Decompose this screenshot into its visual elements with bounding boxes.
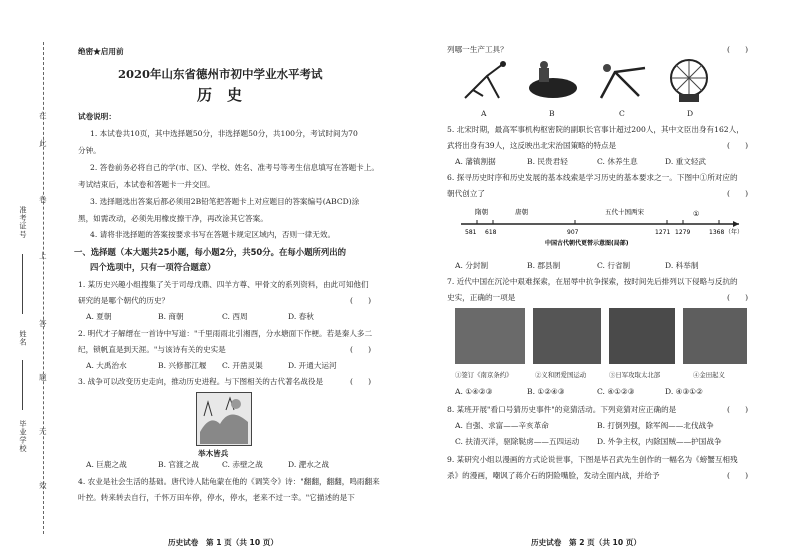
- timeline-label: 隋朝: [475, 208, 488, 216]
- secret-label: 绝密★启用前: [78, 47, 124, 56]
- option-b: B. 打倒列强，除军阀——北伐战争: [597, 421, 714, 430]
- option-d: D. 淝水之战: [288, 460, 330, 469]
- option-a: A. 分封制: [455, 261, 489, 270]
- instruction-line: 1. 本试卷共10页，其中选择题50分，非选择题50分，共100分，考试时间为70: [90, 129, 358, 138]
- question-7: 7. 近代中国在沉沦中艰难探索，在屈辱中抗争探索，按时间先后排列以下侵略与反抗的: [447, 277, 738, 286]
- binder-char: 卷: [39, 195, 47, 204]
- timeline-year: 1368: [709, 229, 725, 236]
- answer-paren: ( ): [350, 377, 372, 386]
- question-3: 3. 战争可以改变历史走向，推动历史进程。与下图相关的古代著名战役是: [78, 377, 324, 386]
- question-8: 8. 某班开展"看口号猜历史事件"的竞猜活动。下列竞猜对应正确的是: [447, 405, 677, 414]
- option-a: A. ①④②③: [455, 387, 493, 396]
- section-heading: 四个选项中，只有一项符合题意）: [90, 262, 216, 272]
- timeline-year: 581: [465, 229, 477, 236]
- option-d: D. 春秋: [288, 312, 314, 321]
- figure-caption: 举木皆兵: [198, 449, 229, 458]
- timeline-caption: 中国古代朝代更替示意图(局部): [545, 240, 629, 247]
- option-b: B. ①②④③: [527, 387, 565, 396]
- binder-char: 题: [39, 373, 47, 382]
- field-school: 毕业学校: [19, 420, 28, 453]
- timeline-year: 907: [567, 229, 579, 236]
- page-footer: 历史试卷 第 1 页（共 10 页）: [168, 538, 278, 547]
- photo-caption: ③日军攻取太北部: [609, 371, 661, 379]
- option-c: C. ④①②③: [597, 387, 635, 396]
- photo-3: [609, 308, 675, 364]
- photo-4: [683, 308, 747, 364]
- instruction-line: 分钟。: [78, 146, 101, 155]
- option-a: A. 巨鹿之战: [86, 460, 127, 469]
- option-c: C. 开凿灵渠: [222, 361, 263, 370]
- instruction-line: 考试结束后，本试卷和答题卡一并交回。: [78, 180, 215, 189]
- answer-paren: ( ): [727, 293, 749, 302]
- photo-caption: ②义和团爱国运动: [535, 371, 587, 379]
- binder-char: 上: [39, 251, 47, 260]
- option-d: D. 外争主权，内除国贼——护国战争: [597, 437, 722, 446]
- timeline-label: 唐朝: [515, 208, 528, 216]
- instruction-line: 4. 请将非选择题的答案按要求书写在答题卡规定区域内，否则一律无效。: [90, 230, 336, 239]
- option-d: D. 科举制: [665, 261, 699, 270]
- exam-title: 2020年山东省德州市初中学业水平考试: [118, 67, 323, 81]
- option-a: A. 夏朝: [86, 312, 112, 321]
- question-9: 9. 某研究小组以漫画的方式论说世事，下图是毕召武先生创作的一幅名为《螃蟹互相残: [447, 455, 738, 464]
- question-4: 4. 农业是社会生活的基础。唐代诗人陆龟蒙在他的《调笑令》诗："翻翻，翻翻，鸣雨翻来: [78, 477, 380, 486]
- tool-image-a: [459, 58, 515, 104]
- question-6: 朝代创立了: [447, 189, 485, 198]
- option-b: B: [549, 109, 555, 118]
- subject-title: 历 史: [197, 86, 243, 104]
- option-b: B. 官渡之战: [158, 460, 199, 469]
- question-4-continued: 列哪一生产工具？: [447, 45, 508, 54]
- question-1: 1. 某历史兴趣小组搜集了关于司母戊鼎、四羊方尊、甲骨文的系列资料，由此可知他们: [78, 280, 369, 289]
- binder-char: 无: [39, 427, 47, 436]
- option-b: B. 民贵君轻: [527, 157, 568, 166]
- timeline-year: 1271: [655, 229, 671, 236]
- question-4: 叶控。转来转去自行，千怀万田车停，停水，停水，老来不过一幸。"它描述的是下: [78, 493, 355, 502]
- option-c: C. 赤壁之战: [222, 460, 263, 469]
- option-b: B. 兴修都江堰: [158, 361, 207, 370]
- option-a: A: [481, 109, 487, 118]
- question-9: 杀》的漫画，嘲讽了蒋介石的阴险嘴脸，发动全面内战，并给予: [447, 471, 660, 480]
- question-5: 5. 北宋时期，最高军事机构枢密院的副职长官事计超过200人，其中文臣出身有162人，: [447, 125, 744, 134]
- timeline-unit: （年）: [725, 229, 744, 236]
- section-heading: 一、选择题（本大题共25小题，每小题2分，共50分。在每小题所列出的: [74, 247, 347, 257]
- tool-image-d: [661, 56, 717, 104]
- photo-caption: ①签订《南京条约》: [455, 371, 513, 379]
- option-a: A. 藩镇割据: [455, 157, 496, 166]
- timeline-year: 618: [485, 229, 497, 236]
- tool-image-b: [523, 58, 583, 104]
- question-7: 史实，正确的一项是: [447, 293, 516, 302]
- option-c: C. 西周: [222, 312, 248, 321]
- answer-paren: ( ): [727, 45, 749, 54]
- question-5: 武将出身有39人，这反映出北宋治国策略的特点是: [447, 141, 617, 150]
- binder-char: 此: [39, 139, 47, 148]
- option-b: B. 商朝: [158, 312, 184, 321]
- answer-paren: ( ): [727, 189, 749, 198]
- option-d: D. 开通大运河: [288, 361, 337, 370]
- instructions-heading: 试卷说明：: [78, 112, 116, 121]
- binder-char: 答: [39, 319, 47, 328]
- tool-image-c: [595, 58, 651, 104]
- field-name: 姓名: [19, 330, 28, 347]
- dynasty-timeline: [457, 202, 747, 248]
- option-d: D: [687, 109, 694, 118]
- field-line: [22, 254, 23, 314]
- binder-char: 在: [39, 111, 47, 120]
- instruction-line: 2. 答卷前务必将自己的学(市、区)、学校、姓名、准考号等考生信息填写在答题卡上。: [90, 163, 379, 172]
- option-b: B. 郡县制: [527, 261, 561, 270]
- photo-1: [455, 308, 525, 364]
- question-2: 2. 明代才子解缙在一首诗中写道："千里雨雨北引湘酉，分水塘面下作梗。若是秦人多二: [78, 329, 373, 338]
- field-exam-number: 准考证号: [19, 206, 28, 239]
- binder-char: 效: [39, 481, 47, 490]
- battle-illustration: [196, 392, 252, 446]
- question-2: 纪，锁帆直是到天涯。"与该诗有关的史实是: [78, 345, 226, 354]
- timeline-year: 1279: [675, 229, 691, 236]
- timeline-label: ①: [693, 210, 700, 218]
- option-d: D. ④③①②: [665, 387, 703, 396]
- option-c: C. 休养生息: [597, 157, 638, 166]
- answer-paren: ( ): [727, 405, 749, 414]
- question-1: 研究的是哪个朝代的历史？: [78, 296, 170, 305]
- photo-caption: ④金田起义: [693, 371, 725, 379]
- answer-paren: ( ): [350, 345, 372, 354]
- option-c: C. 行省制: [597, 261, 631, 270]
- answer-paren: ( ): [727, 141, 749, 150]
- photo-2: [533, 308, 601, 364]
- option-d: D. 重文轻武: [665, 157, 707, 166]
- option-c: C. 扶清灭洋，驱除鞑虏——五四运动: [455, 437, 580, 446]
- answer-paren: ( ): [727, 471, 749, 480]
- page-2: [397, 0, 794, 560]
- option-a: A. 自强、求富——辛亥革命: [455, 421, 549, 430]
- option-a: A. 大禹治水: [86, 361, 127, 370]
- answer-paren: ( ): [350, 296, 372, 305]
- option-c: C: [619, 109, 625, 118]
- question-6: 6. 探寻历史时序和历史发展的基本线索是学习历史的基本要求之一。下图中①所对应的: [447, 173, 738, 182]
- instruction-line: 3. 选择题选出答案后都必须用2B铅笔把答题卡上对应题目的答案编号(ABCD)涂: [90, 197, 360, 206]
- page-footer: 历史试卷 第 2 页（共 10 页）: [531, 538, 641, 547]
- instruction-line: 黑，如需改动，必须先用橡皮擦干净，再改涂其它答案。: [78, 214, 268, 223]
- field-line: [22, 360, 23, 410]
- timeline-label: 五代十国两宋: [605, 208, 644, 216]
